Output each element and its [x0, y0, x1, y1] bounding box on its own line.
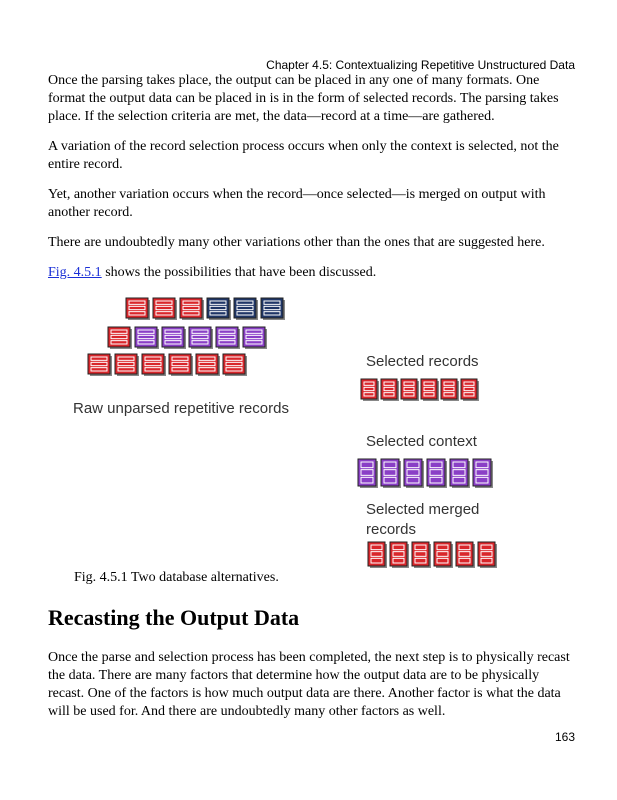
context-record [427, 459, 447, 488]
raw-record [189, 327, 213, 349]
raw-record [243, 327, 267, 349]
raw-record [153, 298, 177, 320]
paragraph-2: A variation of the record selection process occurs when only the context is selected, not the entire record. [48, 139, 559, 172]
context-record [473, 459, 493, 488]
figure-caption: Fig. 4.5.1 Two database alternatives. [74, 570, 279, 585]
merged-record [368, 542, 387, 568]
paragraph-4: There are undoubtedly many other variations other than the ones that are suggested here. [48, 235, 545, 250]
selected-record [441, 379, 459, 401]
context-record [450, 459, 470, 488]
selected-record [461, 379, 479, 401]
raw-record [196, 354, 220, 376]
raw-record [88, 354, 112, 376]
selected-record [381, 379, 399, 401]
context-record [381, 459, 401, 488]
raw-record [108, 327, 132, 349]
paragraph-1: Once the parsing takes place, the output can be placed in any one of many formats. One format the output data can be placed in is in the form of selected records. The parsing takes place. If the selection criteria are met, the data—record at a time—are gathered. [48, 73, 559, 124]
raw-record [162, 327, 186, 349]
raw-record [180, 298, 204, 320]
selected-merged-label-2: records [366, 521, 417, 538]
section-title: Recasting the Output Data [48, 605, 300, 630]
raw-record [135, 327, 159, 349]
raw-record [223, 354, 247, 376]
page-number: 163 [554, 730, 575, 744]
figure-4-5-1 [0, 290, 617, 590]
context-record [404, 459, 424, 488]
raw-record [169, 354, 193, 376]
figure-link[interactable]: Fig. 4.5.1 [48, 265, 102, 280]
section-paragraph: Once the parse and selection process has been completed, the next step is to physically recast the data. There are many factors that determine how the output data are to be physically recast. One of the factors is how much output data are there. Another factor is what the data will be used for. And there are undoubtedly many other factors as well. [48, 650, 570, 719]
raw-record [115, 354, 139, 376]
merged-record [434, 542, 453, 568]
selected-record [421, 379, 439, 401]
merged-record [412, 542, 431, 568]
merged-record [478, 542, 497, 568]
paragraph-3: Yet, another variation occurs when the record—once selected—is merged on output with another record. [48, 187, 546, 220]
context-record [358, 459, 378, 488]
raw-record [261, 298, 285, 320]
selected-record [361, 379, 379, 401]
selected-records-label: Selected records [366, 353, 479, 370]
raw-record [126, 298, 150, 320]
chapter-header: Chapter 4.5: Contextualizing Repetitive Unstructured Data [266, 58, 575, 72]
merged-record [390, 542, 409, 568]
selected-merged-label-1: Selected merged [366, 501, 480, 518]
raw-record [142, 354, 166, 376]
figure-diagram [0, 290, 617, 590]
merged-record [456, 542, 475, 568]
raw-record [207, 298, 231, 320]
raw-records-label: Raw unparsed repetitive records [73, 400, 289, 417]
raw-record [234, 298, 258, 320]
figure-reference-text: shows the possibilities that have been discussed. [101, 265, 377, 280]
selected-record [401, 379, 419, 401]
figure-reference-paragraph [48, 264, 578, 282]
raw-record [216, 327, 240, 349]
selected-context-label: Selected context [366, 433, 477, 450]
